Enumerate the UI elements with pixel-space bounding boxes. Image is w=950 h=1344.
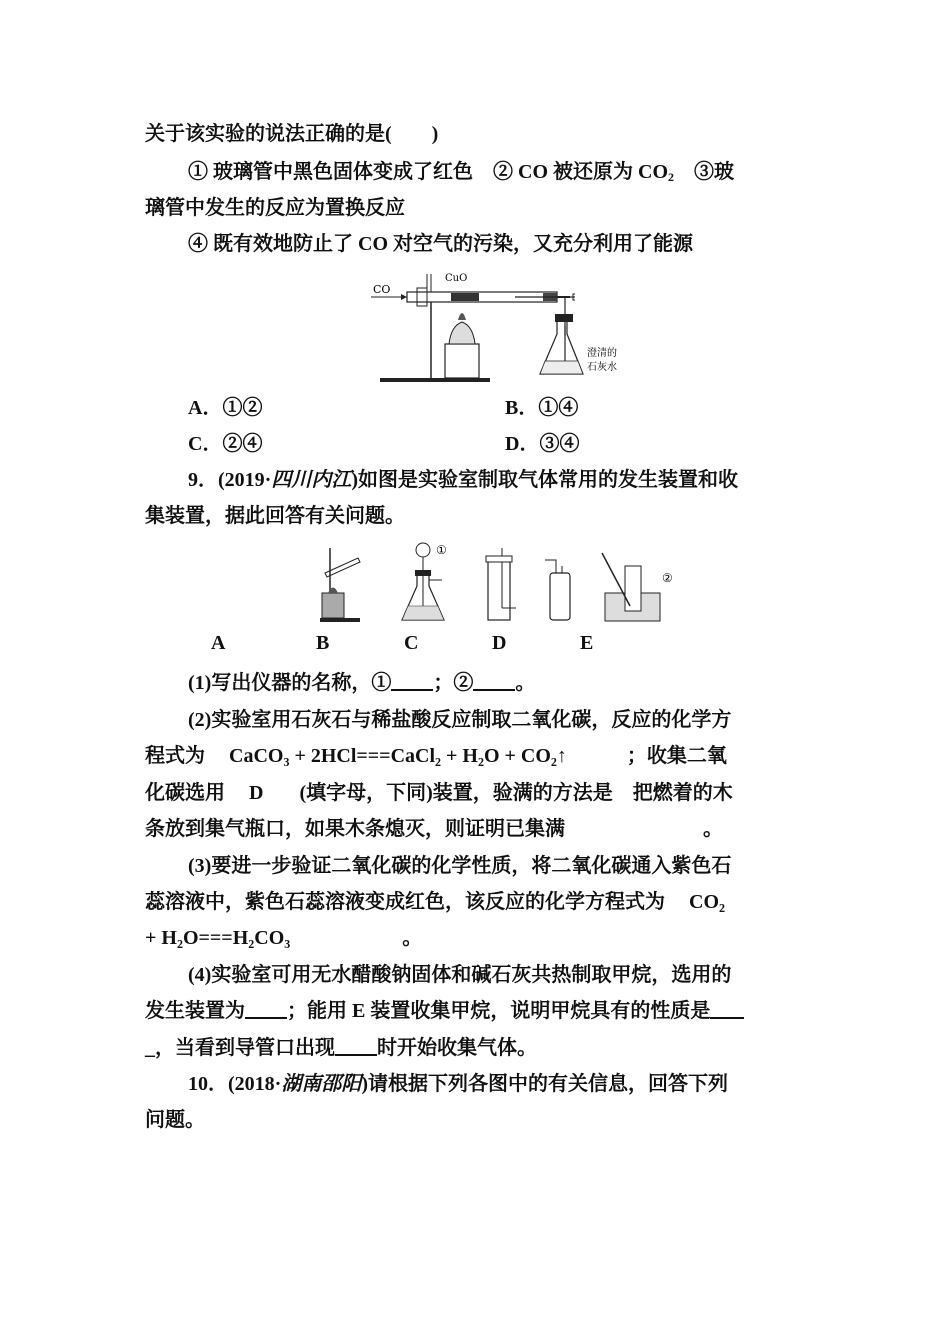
limewater-label-2: 石灰水 <box>587 362 617 373</box>
answer-d: D <box>249 782 264 804</box>
q9-part-2: (2)实验室用石灰石与稀盐酸反应制取二氧化碳，反应的化学方 <box>188 709 732 731</box>
answer-equation: CaCO₃ + 2HCl===CaCl₂ + H₂O + CO₂↑ <box>229 745 567 767</box>
blank-5[interactable] <box>335 1036 377 1056</box>
label-d: D <box>492 632 507 654</box>
blank-3[interactable] <box>245 999 287 1019</box>
q8-option-b[interactable]: B．①④ <box>505 397 579 419</box>
q9-part-3: (3)要进一步验证二氧化碳的化学性质，将二氧化碳通入紫色石 <box>188 855 732 877</box>
blank-1[interactable] <box>391 671 433 691</box>
q8-option-c[interactable]: C．②④ <box>188 433 263 455</box>
co-reduction-apparatus-figure <box>365 266 640 386</box>
q8-statement-1: ① 玻璃管中黑色固体变成了红色 ② CO 被还原为 $CO_2$ ③玻 <box>188 161 734 184</box>
q10-title-cont: 问题。 <box>145 1109 205 1131</box>
q8-statement-4: ④ 既有效地防止了 CO 对空气的污染，又充分利用了能源 <box>188 233 693 255</box>
q9-title-cont: 集装置，据此回答有关问题。 <box>145 505 405 527</box>
limewater-label-1: 澄清的 <box>587 348 617 359</box>
label-c: C <box>404 632 419 654</box>
q10-title: 10．(2018·湖南邵阳)请根据下列各图中的有关信息，回答下列 <box>188 1073 729 1095</box>
q8-option-d[interactable]: D．③④ <box>505 433 580 455</box>
q9-part-4: (4)实验室可用无水醋酸钠固体和碱石灰共热制取甲烷，选用的 <box>188 964 732 986</box>
co-label: CO <box>373 283 391 296</box>
blank-2[interactable] <box>473 671 515 691</box>
cuo-label: CuO <box>445 273 468 284</box>
q9-title: 9．(2019·四川内江)如图是实验室制取气体常用的发生装置和收 <box>188 469 739 491</box>
q9-part-4-line-2: 发生装置为 ；能用 E 装置收集甲烷，说明甲烷具有的性质是 <box>145 997 815 1025</box>
mark-2: ② <box>662 571 673 585</box>
q9-part-1: (1)写出仪器的名称，① ；② 。 <box>188 672 536 694</box>
gas-apparatus-figure <box>300 538 700 628</box>
q9-part-2-line-2: 程式为 CaCO₃ + 2HCl===CaCl₂ + H₂O + CO₂↑ ；收集二氧 <box>145 745 727 767</box>
label-a: A <box>211 632 226 654</box>
q9-part-2-line-4: 条放到集气瓶口，如果木条熄灭，则证明已集满 。 <box>145 818 723 840</box>
label-e: E <box>580 632 594 654</box>
label-b: B <box>316 632 330 654</box>
mark-1: ① <box>436 543 447 557</box>
q9-part-4-line-3: _，当看到导管口出现 时开始收集气体。 <box>145 1037 537 1059</box>
q8-statement-1-cont: 璃管中发生的反应为置换反应 <box>145 197 405 219</box>
q9-part-3-line-2: 蕊溶液中，紫色石蕊溶液变成红色，该反应的化学方程式为 CO₂ <box>145 891 725 913</box>
q8-stem: 关于该实验的说法正确的是( ) <box>145 123 439 145</box>
q8-option-a[interactable]: A．①② <box>188 397 263 419</box>
q9-part-3-line-3: + H₂O===H₂CO₃ 。 <box>145 927 423 949</box>
blank-4[interactable] <box>710 999 744 1019</box>
q9-part-2-line-3: 化碳选用 D (填字母，下同)装置，验满的方法是 把燃着的木 <box>145 782 733 804</box>
